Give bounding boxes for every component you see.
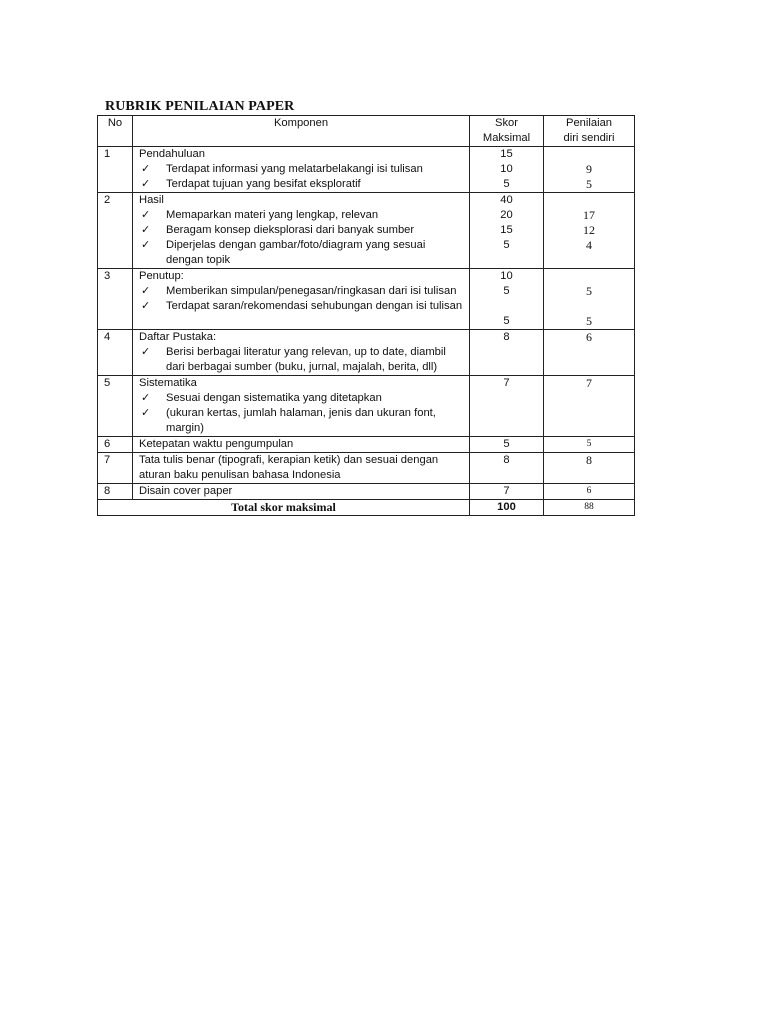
table-row: [98, 437, 635, 453]
component-cell: [133, 376, 470, 437]
criterion-text: Memberikan simpulan/penegasan/ringkasan dari isi tulisan: [166, 285, 457, 297]
self-score: 5: [586, 177, 592, 191]
self-score: 6: [586, 330, 592, 344]
list-item: [139, 208, 463, 223]
max-score: 5: [503, 239, 510, 251]
self-score-cell: [544, 437, 635, 453]
table-row: [98, 330, 635, 376]
rubric-table: [97, 115, 635, 516]
max-score: 8: [503, 331, 510, 343]
self-score-cell: [544, 484, 635, 500]
list-item: [139, 299, 463, 314]
component-title: Hasil: [139, 194, 164, 206]
row-number: 4: [98, 330, 133, 376]
table-row: [98, 269, 635, 330]
max-score: 5: [503, 315, 510, 327]
header-skor-maksimal: [470, 116, 544, 147]
criterion-text: Sesuai dengan sistematika yang ditetapkan: [166, 392, 382, 404]
row-number: 8: [98, 484, 133, 500]
page-title: RUBRIK PENILAIAN PAPER: [105, 99, 295, 114]
check-icon: ✓: [141, 346, 151, 358]
component-title: Penutup:: [139, 270, 184, 282]
total-label: Total skor maksimal: [98, 500, 470, 516]
table-row: [98, 376, 635, 437]
max-score: 15: [500, 148, 513, 160]
check-icon: ✓: [141, 392, 151, 404]
max-score: 10: [500, 270, 513, 282]
check-icon: ✓: [141, 407, 151, 419]
criterion-text: (ukuran kertas, jumlah halaman, jenis dan ukuran font, margin): [166, 407, 436, 434]
component-cell: [133, 330, 470, 376]
check-icon: ✓: [141, 239, 151, 251]
table-row: [98, 453, 635, 484]
table-row: [98, 484, 635, 500]
max-score: 5: [503, 178, 510, 190]
criterion-text: Terdapat tujuan yang besifat eksploratif: [166, 178, 361, 190]
max-score: 40: [500, 194, 513, 206]
max-score: 20: [500, 209, 513, 221]
row-number: 6: [98, 437, 133, 453]
list-item: [139, 391, 463, 406]
self-score-cell: [544, 147, 635, 193]
list-item: [139, 238, 463, 268]
criterion-text: Memaparkan materi yang lengkap, relevan: [166, 209, 379, 221]
max-score: 5: [503, 285, 510, 297]
check-icon: ✓: [141, 300, 151, 312]
list-item: [139, 284, 463, 299]
max-score: 10: [500, 163, 513, 175]
max-score: 7: [503, 377, 510, 389]
total-self-score: 88: [584, 502, 594, 512]
total-row: [98, 500, 635, 516]
list-item: [139, 177, 463, 192]
self-score: 8: [544, 453, 635, 484]
self-score-cell: [544, 269, 635, 330]
check-icon: ✓: [141, 285, 151, 297]
self-score-cell: [544, 193, 635, 269]
criterion-text: Beragam konsep dieksplorasi dari banyak sumber: [166, 224, 415, 236]
self-score-cell: [544, 330, 635, 376]
criterion-text: Terdapat saran/rekomendasi sehubungan dengan isi tulisan: [166, 300, 463, 312]
component-cell: [133, 269, 470, 330]
max-score-cell: [470, 269, 544, 330]
criterion-text: Terdapat informasi yang melatarbelakangi isi tulisan: [166, 163, 423, 175]
total-max-score: 100: [470, 500, 544, 516]
check-icon: ✓: [141, 224, 151, 236]
component-cell: [133, 193, 470, 269]
header-penilaian: [544, 116, 635, 147]
header-skor-line2: Maksimal: [482, 132, 531, 144]
self-score: 5: [586, 284, 592, 298]
self-score: 4: [586, 238, 592, 252]
max-score: 8: [470, 453, 544, 484]
component-title: Disain cover paper: [133, 484, 470, 500]
total-self-score-cell: [544, 500, 635, 516]
max-score-cell: [470, 376, 544, 437]
self-score: 17: [583, 208, 595, 222]
header-no: No: [98, 116, 133, 147]
table-header-row: [98, 116, 635, 147]
self-score: 5: [586, 439, 592, 449]
component-title: Pendahuluan: [139, 148, 205, 160]
header-skor-line1: Skor: [494, 117, 518, 129]
row-number: 3: [98, 269, 133, 330]
row-number: 2: [98, 193, 133, 269]
max-score: 7: [470, 484, 544, 500]
component-cell: [133, 147, 470, 193]
table-row: [98, 147, 635, 193]
criterion-text: Diperjelas dengan gambar/foto/diagram yang sesuai dengan topik: [166, 239, 426, 266]
component-title: Daftar Pustaka:: [139, 331, 217, 343]
max-score-cell: [470, 193, 544, 269]
max-score-cell: [470, 330, 544, 376]
component-title: Sistematika: [139, 377, 197, 389]
list-item: [139, 406, 463, 436]
component-title: Ketepatan waktu pengumpulan: [133, 437, 470, 453]
self-score: 6: [586, 486, 592, 496]
check-icon: ✓: [141, 209, 151, 221]
max-score: 15: [500, 224, 513, 236]
row-number: 1: [98, 147, 133, 193]
header-penilaian-line1: Penilaian: [565, 117, 613, 129]
list-item: [139, 345, 463, 375]
self-score: 9: [586, 162, 592, 176]
criterion-text: Berisi berbagai literatur yang relevan, up to date, diambil dari berbagai sumber (buku, jurnal, majalah, berita, dll): [166, 346, 446, 373]
component-title: Tata tulis benar (tipografi, kerapian ketik) dan sesuai dengan aturan baku penulisan bahasa Indonesia: [133, 453, 470, 484]
max-score-cell: [470, 147, 544, 193]
list-item: [139, 223, 463, 238]
self-score: 12: [583, 223, 595, 237]
max-score: 5: [470, 437, 544, 453]
list-item: [139, 162, 463, 177]
self-score: 7: [586, 376, 592, 390]
self-score-cell: [544, 376, 635, 437]
row-number: 7: [98, 453, 133, 484]
row-number: 5: [98, 376, 133, 437]
check-icon: ✓: [141, 178, 151, 190]
check-icon: ✓: [141, 163, 151, 175]
table-row: [98, 193, 635, 269]
header-komponen: Komponen: [133, 116, 470, 147]
header-penilaian-line2: diri sendiri: [563, 132, 615, 144]
self-score: 5: [586, 314, 592, 328]
